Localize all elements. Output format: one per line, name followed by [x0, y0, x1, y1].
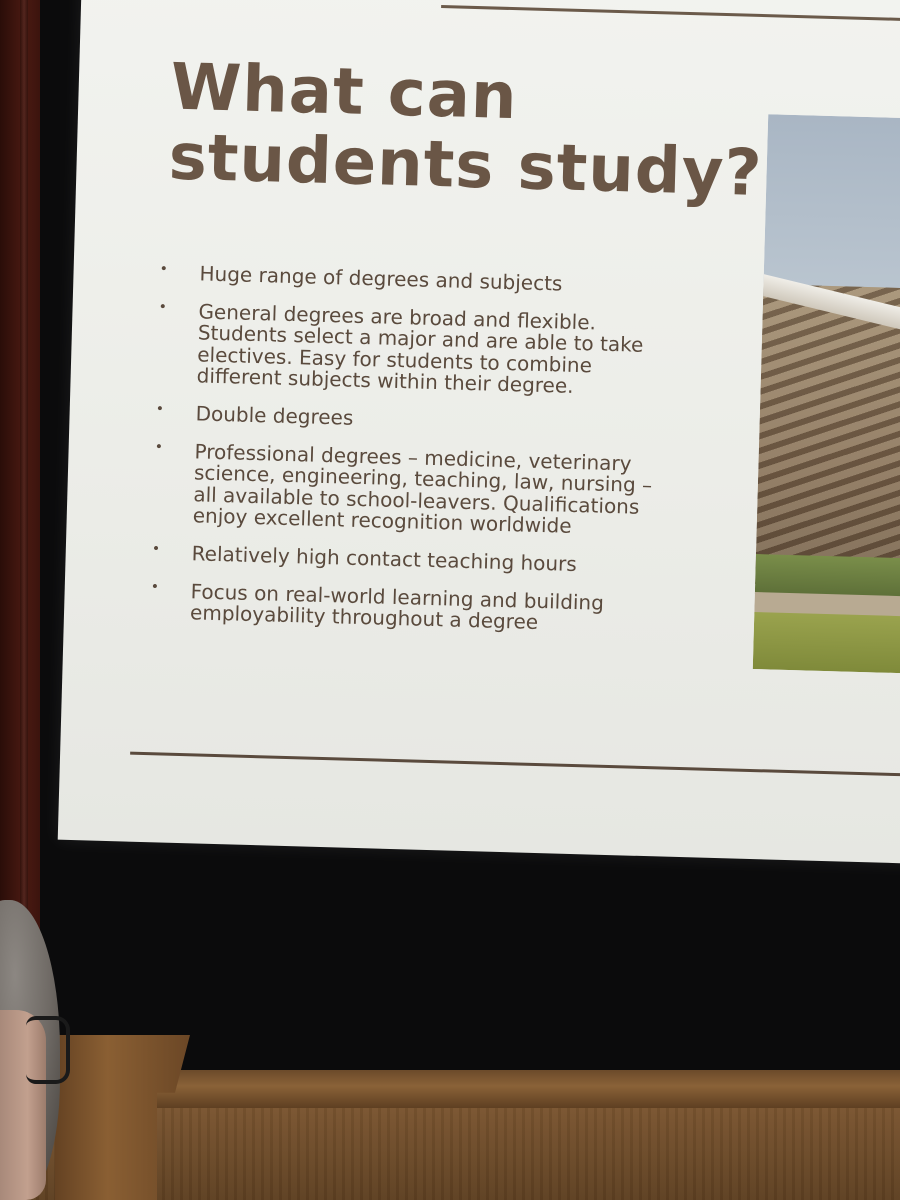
presentation-slide: [58, 0, 900, 865]
slide-bottom-rule: [130, 752, 900, 778]
bullet-item: [153, 262, 673, 298]
bullet-icon: •: [158, 298, 168, 316]
bullet-item: [150, 300, 672, 401]
bullet-icon: •: [151, 541, 161, 558]
slide-title: What can students study?: [167, 50, 764, 212]
campus-building-photo: [753, 114, 900, 675]
bullet-item: [147, 440, 669, 541]
bullet-icon: •: [150, 578, 160, 595]
bullet-item: [145, 542, 665, 578]
bullet-text: Double degrees: [195, 401, 354, 430]
photo-lawn: [753, 612, 900, 675]
bullet-text: General degrees are broad and flexible. Students select a major and are able to take electives. Easy for students to combine different subjects within their degree.: [196, 298, 644, 399]
bullet-text: Focus on real-world learning and building employability throughout a degree: [189, 578, 605, 635]
bullet-item: [149, 402, 669, 438]
bullet-text: Huge range of degrees and subjects: [199, 261, 563, 296]
bullet-text: Professional degrees – medicine, veterinary science, engineering, teaching, law, nursing – all available to school-leavers. Qualifications enjoy excellent recognition worldwide: [192, 438, 653, 539]
glasses-icon: [26, 1016, 70, 1084]
bullet-item: [144, 580, 665, 638]
bullet-icon: •: [159, 261, 169, 278]
slide-top-rule: [441, 5, 900, 23]
bullet-list: [143, 262, 673, 653]
bullet-icon: •: [154, 438, 164, 456]
bullet-icon: •: [155, 401, 165, 418]
bullet-text: Relatively high contact teaching hours: [191, 541, 578, 576]
photo-building-facade: [755, 284, 900, 590]
